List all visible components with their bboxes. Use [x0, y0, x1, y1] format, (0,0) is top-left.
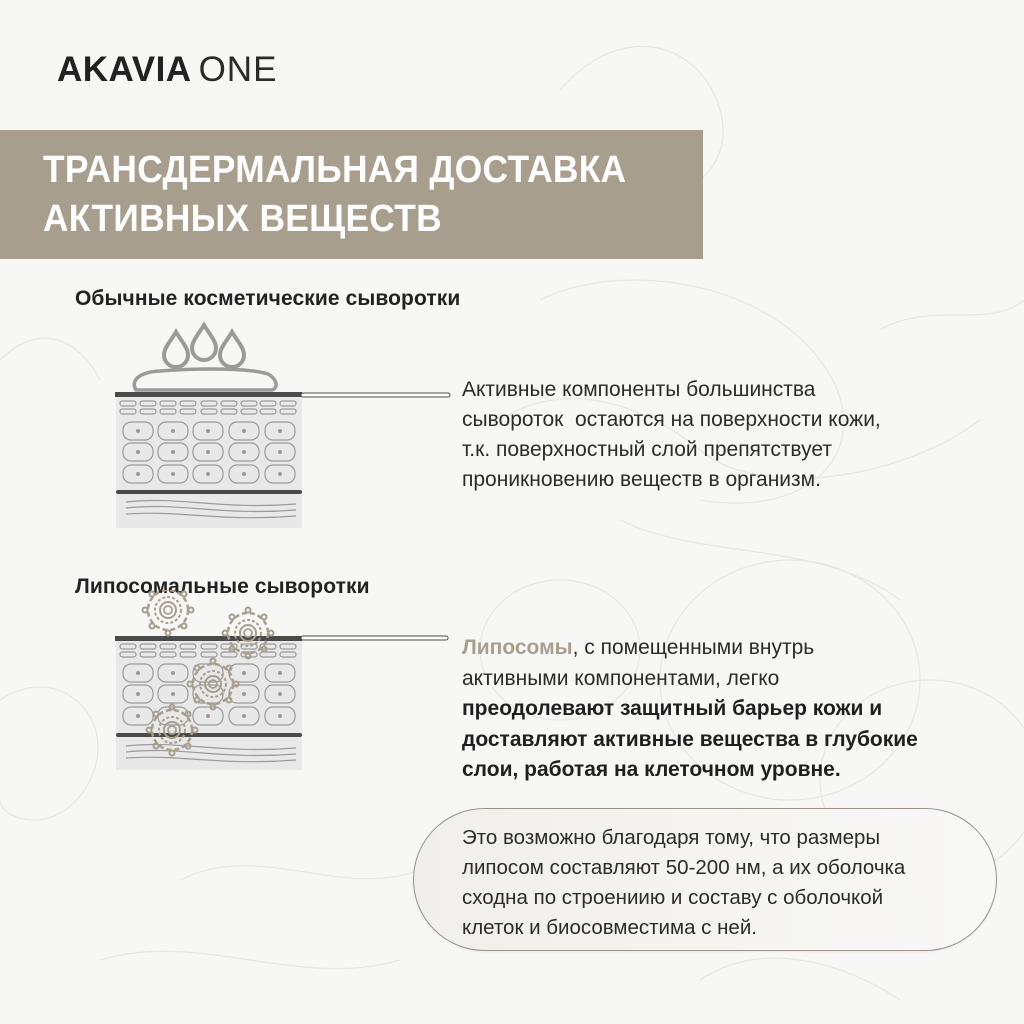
description-line: т.к. поверхностный слой препятствует: [462, 438, 832, 461]
note-line: сходна по строениию и составу с оболочкой: [462, 886, 884, 909]
regular-serums-description: [462, 375, 881, 495]
description-line: Активные компоненты большинства: [462, 378, 816, 401]
brand-name-bold: AKAVIA: [57, 50, 192, 89]
brand-name-light: ONE: [198, 50, 278, 89]
brand-logo: [57, 50, 277, 90]
description-bold-line: преодолевают защитный барьер кожи и: [462, 697, 883, 720]
note-line: клеток и биосовместима с ней.: [462, 916, 757, 939]
page-title-line-1: ТРАНСДЕРМАЛЬНАЯ ДОСТАВКА: [43, 149, 627, 191]
description-bold-line: доставляют активные вещества в глубокие: [462, 727, 918, 751]
description-line: сывороток остаются на поверхности кожи,: [462, 408, 881, 431]
liposomes-accent-word: Липосомы: [462, 636, 573, 659]
description-line: активными компонентами, легко: [462, 666, 780, 690]
section-title-regular-serums: Обычные косметические сыворотки: [75, 287, 461, 310]
skin-layers-with-liposomes-icon: [100, 590, 460, 780]
liposomal-serums-description: [462, 633, 918, 786]
note-line: липосом составляют 50-200 нм, а их оболочка: [462, 856, 906, 879]
liposome-size-note: [413, 808, 997, 951]
section-title-liposomal-serums: Липосомальные сыворотки: [75, 575, 370, 598]
description-bold-line: слои, работая на клеточном уровне.: [462, 758, 841, 781]
page-title-line-2: АКТИВНЫХ ВЕЩЕСТВ: [43, 198, 442, 240]
title-banner: [0, 130, 703, 259]
skin-layers-with-droplets-icon: [100, 310, 460, 540]
note-line: Это возможно благодаря тому, что размеры: [462, 826, 881, 849]
description-line: Липосомы, с помещенными внутрь: [462, 636, 815, 659]
description-line: проникновению веществ в организм.: [462, 468, 821, 491]
